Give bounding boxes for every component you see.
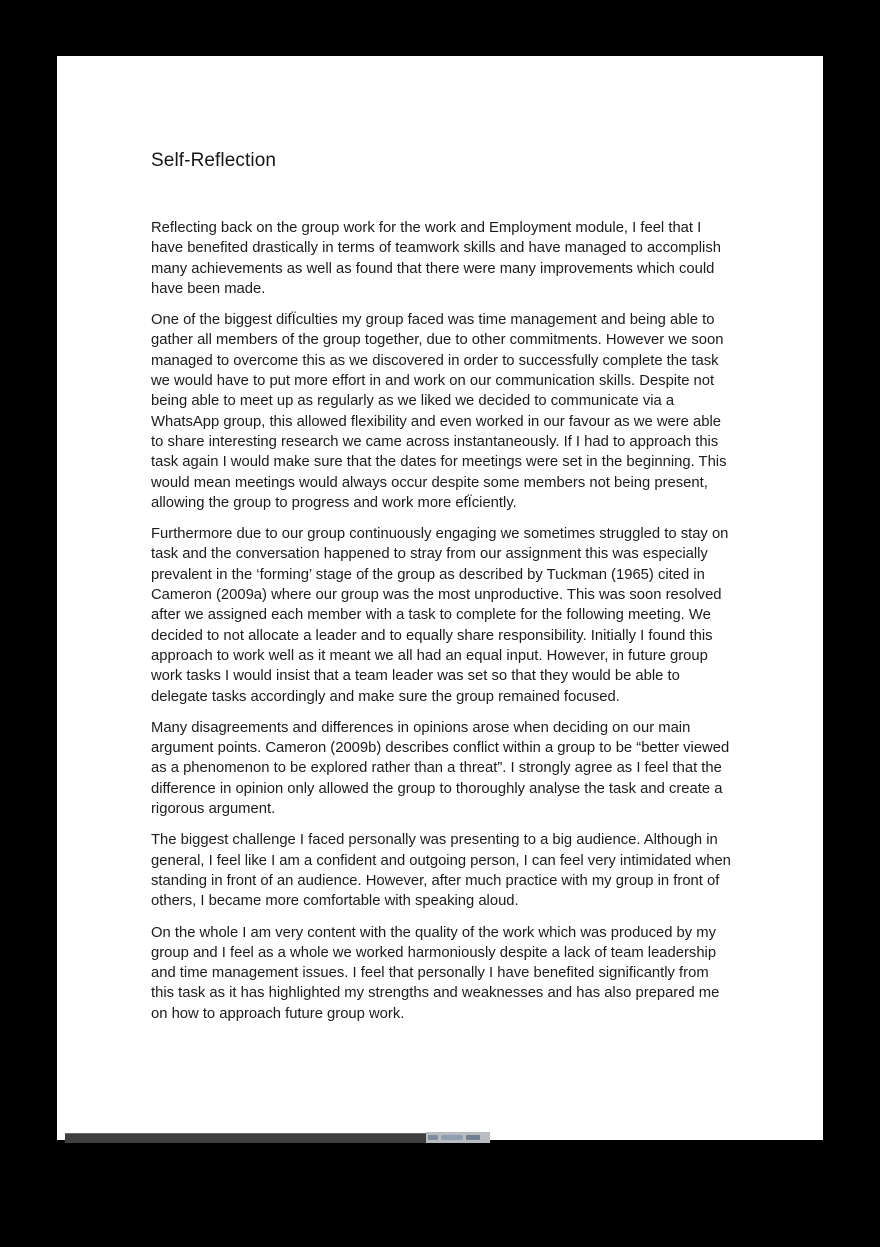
paragraph: On the whole I am very content with the quality of the work which was produced by my group and I feel as a whole we worked harmoniously despite a lack of team leadership and time management issues. I feel that personally I have benefited significantly from this task as it has highlighted my strengths and weaknesses and has also prepared me on how to approach future group work. [151, 924, 720, 1022]
document-content [151, 150, 733, 1035]
partial-ui-strip-controls[interactable] [426, 1132, 490, 1143]
document-page [57, 56, 823, 1140]
strip-control-icon [428, 1135, 438, 1140]
strip-control-icon [441, 1135, 463, 1140]
paragraph: The biggest challenge I faced personally was presenting to a big audience. Although in general, I feel like I am a confident and outgoing person, I can feel very intimidated when standing in front of an audience. However, after much practice with my group in front of others, I became more comfortable with speaking aloud. [151, 832, 731, 910]
document-title: Self-Reflection [151, 150, 277, 171]
paragraph: Many disagreements and differences in opinions arose when deciding on our main argument points. Cameron (2009b) describes conflict within a group to be “better viewed as a phenomenon to be explored rather than a threat”. I strongly agree as I feel that the difference in opinion only allowed the group to thoroughly analyse the task and create a rigorous argument. [151, 719, 730, 818]
paragraph: Furthermore due to our group continuously engaging we sometimes struggled to stay on task and the conversation happened to stray from our assignment this was especially prevalent in the ‘forming’ stage of the group as described by Tuckman (1965) cited in Cameron (2009a) where our group was the most unproductive. This was soon resolved after we assigned each member with a task to complete for the following meeting. We decided to not allocate a leader and to equally share responsibility. Initially I found this approach to work well as it meant we all had an equal input. However, in future group work tasks I would insist that a team leader was set so that they would be able to delegate tasks accordingly and make sure the group remained focused. [151, 526, 729, 705]
paragraph: One of the biggest difÏculties my group faced was time management and being able to gather all members of the group together, due to other commitments. However we soon managed to overcome this as we discovered in order to successfully complete the task we would have to put more effort in and work on our communication skills. Despite not being able to meet up as regularly as we liked we decided to communicate via a WhatsApp group, this allowed flexibility and even worked in our favour as we were able to share interesting research we came across instantaneously. If I had to approach this task again I would make sure that the dates for meetings were set in the beginning. This would mean meetings would always occur despite some members not being present, allowing the group to progress and work more efÏciently. [151, 312, 727, 511]
document-body [151, 218, 733, 1024]
strip-control-icon [466, 1135, 480, 1140]
paragraph: Reflecting back on the group work for the work and Employment module, I feel that I have benefited drastically in terms of teamwork skills and have managed to accomplish many achievements as well as found that there were many improvements which could have been made. [151, 220, 721, 297]
